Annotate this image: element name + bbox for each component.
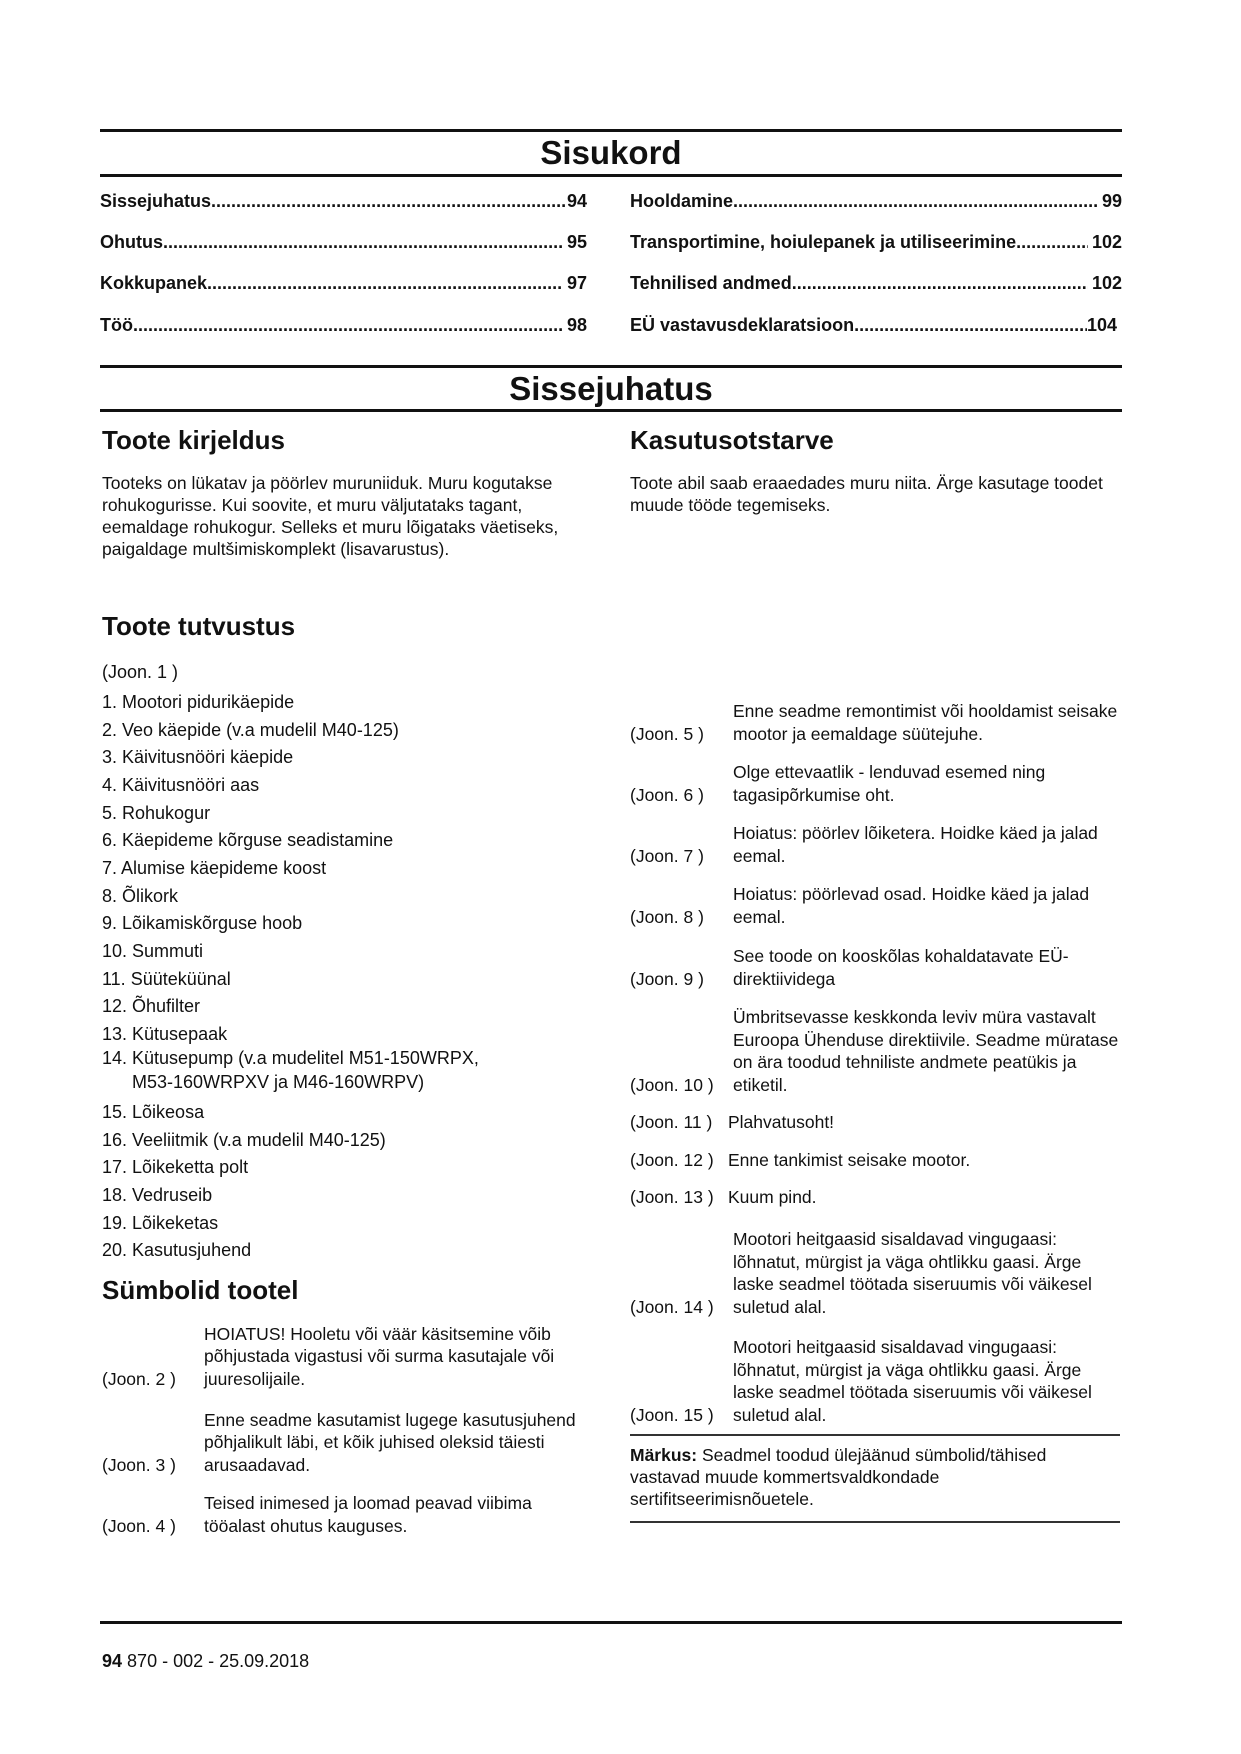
toc-entry-page: 97 (566, 273, 587, 293)
symbol-description: See toode on kooskõlas kohaldatavate EÜ-direktiividega (733, 946, 1069, 989)
figure-ref: (Joon. 10 ) (630, 1074, 714, 1095)
figure-ref: (Joon. 9 ) (630, 968, 704, 989)
figure-ref: (Joon. 14 ) (630, 1296, 714, 1317)
parts-list-item (102, 801, 210, 825)
symbol-row (630, 1186, 1120, 1209)
figure-ref: (Joon. 11 ) (630, 1111, 713, 1132)
symbol-description: Mootori heitgaasid sisaldavad vingugaasi: lõhnatut, mürgist ja väga ohtlikku gaasi. Ärge laske seadmel töötada siseruumis või väikesel suletud alal. (733, 1229, 1092, 1317)
parts-list-item-text: 11. Süüteküünal (102, 969, 231, 989)
parts-list-item-text: 3. Käivitusnööri käepide (102, 747, 294, 767)
toc-entry-hooldamine[interactable] (630, 190, 1122, 212)
parts-list-item (102, 967, 231, 991)
parts-list-item (102, 773, 259, 797)
symbol-description: HOIATUS! Hooletu või väär käsitsemine võib põhjustada vigastusi või surma kasutajale või juuresolijaile. (204, 1323, 555, 1389)
parts-list-item-text: 6. Käepideme kõrguse seadistamine (102, 830, 394, 850)
figure-ref: (Joon. 12 ) (630, 1149, 714, 1170)
toc-entry-page: 98 (566, 315, 587, 335)
product-overview-heading: Toote tutvustus (102, 611, 296, 641)
parts-list-item (102, 1183, 212, 1207)
symbol-description: Enne tankimist seisake mootor. (728, 1149, 971, 1170)
parts-list-item (102, 745, 293, 769)
parts-list-item-text: 4. Käivitusnööri aas (102, 775, 260, 795)
parts-list-item (102, 1128, 386, 1152)
parts-list-item-text: 16. Veeliitmik (v.a mudelil M40-125) (102, 1130, 386, 1150)
symbol-row (630, 883, 1120, 928)
toc-entry-page: 102 (1091, 232, 1122, 252)
toc-top-rule (100, 129, 1122, 132)
intro-bottom-rule (100, 409, 1122, 412)
parts-list-item-continuation: M53-160WRPXV ja M46-160WRPV) (132, 1072, 425, 1092)
parts-list-item-text: 8. Õlikork (102, 886, 179, 906)
toc-title: Sisukord (540, 134, 682, 171)
symbols-heading: Sümbolid tootel (102, 1275, 299, 1305)
figure-ref: (Joon. 6 ) (630, 784, 704, 805)
symbol-description: Enne seadme kasutamist lugege kasutusjuhend põhjalikult läbi, et kõik juhised oleksid täiesti arusaadavad. (204, 1409, 576, 1475)
parts-list-item (102, 718, 399, 742)
toc-entry-tehnilised-andmed[interactable] (630, 272, 1122, 294)
parts-list-item-text: 18. Vedruseib (102, 1185, 213, 1205)
toc-entry-label: Ohutus (100, 232, 163, 252)
intended-use-text: Toote abil saab eraaedades muru niita. Ärge kasutage toodet muude tööde tegemiseks. (630, 473, 1103, 515)
parts-list-item (102, 828, 393, 852)
intended-use-heading: Kasutusotstarve (630, 425, 834, 455)
toc-entry-page: 99 (1101, 191, 1122, 211)
parts-list-item-text: 5. Rohukogur (102, 803, 211, 823)
figure-ref: (Joon. 4 ) (102, 1515, 176, 1536)
figure-ref: (Joon. 3 ) (102, 1454, 176, 1475)
toc-entry-page: 95 (566, 232, 587, 252)
doc-info: 870 - 002 - 25.09.2018 (127, 1651, 310, 1671)
toc-entry-page: 102 (1091, 273, 1122, 293)
parts-list-item-text: 2. Veo käepide (v.a mudelil M40-125) (102, 720, 399, 740)
footer (102, 1650, 309, 1672)
symbol-description: Mootori heitgaasid sisaldavad vingugaasi: lõhnatut, mürgist ja väga ohtlikku gaasi. Ärge laske seadmel töötada siseruumis või väikesel suletud alal. (733, 1337, 1092, 1425)
symbol-row (630, 1111, 1120, 1134)
toc-entry-too[interactable] (100, 314, 587, 336)
parts-list-item-text: 13. Kütusepaak (102, 1024, 228, 1044)
toc-entry-label: EÜ vastavusdeklaratsioon (630, 315, 855, 335)
figure-ref: (Joon. 8 ) (630, 906, 704, 927)
parts-list-item-text: 20. Kasutusjuhend (102, 1240, 252, 1260)
parts-list-item (102, 1238, 251, 1262)
toc-entry-label: Hooldamine (630, 191, 734, 211)
symbol-description: Plahvatusoht! (728, 1111, 835, 1132)
parts-list-item (102, 884, 178, 908)
toc-entry-label: Tehnilised andmed (630, 273, 792, 293)
toc-entry-label: Töö (100, 315, 133, 335)
parts-list-item (102, 1046, 479, 1094)
symbol-row (630, 1006, 1120, 1096)
symbol-description: Olge ettevaatlik - lenduvad esemed ning tagasipõrkumise oht. (733, 762, 1046, 805)
parts-list-item (102, 939, 203, 963)
figure-ref: (Joon. 2 ) (102, 1368, 176, 1389)
toc-entry-page: 104 (1086, 315, 1117, 335)
figure-ref: (Joon. 5 ) (630, 723, 704, 744)
figure-ref: (Joon. 13 ) (630, 1186, 714, 1207)
page-number: 94 (102, 1651, 123, 1671)
symbol-row (630, 761, 1120, 806)
symbol-row (630, 822, 1120, 867)
parts-list-item-text: 19. Lõikeketas (102, 1213, 219, 1233)
footer-rule (100, 1621, 1122, 1624)
parts-list-item-text: 15. Lõikeosa (102, 1102, 205, 1122)
toc-entry-vastavusdeklaratsioon[interactable] (630, 314, 1117, 336)
note (630, 1444, 1120, 1510)
note-bottom-rule (630, 1521, 1120, 1523)
parts-list-item (102, 1155, 248, 1179)
symbol-row (630, 945, 1120, 990)
parts-list-item (102, 1100, 204, 1124)
figure-ref: (Joon. 7 ) (630, 845, 704, 866)
note-top-rule (630, 1434, 1120, 1436)
parts-list-item-text: 7. Alumise käepideme koost (102, 858, 327, 878)
note-label: Märkus: (630, 1445, 698, 1465)
figure-ref-1: (Joon. 1 ) (102, 662, 179, 682)
toc-entry-transportimine[interactable] (630, 231, 1122, 253)
toc-entry-label: Transportimine, hoiulepanek ja utiliseerimine (630, 232, 1017, 252)
product-description-heading: Toote kirjeldus (102, 425, 285, 455)
figure-ref: (Joon. 15 ) (630, 1404, 714, 1425)
toc-entry-label: Sissejuhatus (100, 191, 212, 211)
parts-list-item (102, 690, 294, 714)
parts-list-item (102, 911, 302, 935)
toc-entry-ohutus[interactable] (100, 231, 587, 253)
symbol-row (102, 1492, 584, 1537)
symbol-row (630, 700, 1120, 745)
symbol-row (102, 1409, 584, 1477)
symbol-description: Enne seadme remontimist või hooldamist seisake mootor ja eemaldage süütejuhe. (733, 701, 1118, 744)
symbol-row (102, 1323, 584, 1391)
symbol-description: Kuum pind. (728, 1186, 817, 1207)
parts-list-item-text: 9. Lõikamiskõrguse hoob (102, 913, 303, 933)
intro-title: Sissejuhatus (509, 370, 713, 407)
parts-list-item (102, 1211, 218, 1235)
symbol-row (630, 1228, 1120, 1318)
symbol-row (630, 1149, 1120, 1172)
intro-top-rule (100, 365, 1122, 368)
symbol-description: Hoiatus: pöörlevad osad. Hoidke käed ja jalad eemal. (733, 884, 1090, 927)
symbol-description: Hoiatus: pöörlev lõiketera. Hoidke käed ja jalad eemal. (733, 823, 1098, 866)
symbol-row (630, 1336, 1120, 1426)
product-description-text: Tooteks on lükatav ja pöörlev muruniiduk. Muru kogutakse rohukogurisse. Kui soovite, et muru väljutataks tagant, eemaldage rohukogur. Selleks et muru lõigataks väetiseks, paigaldage multšimiskomplekt (lisavarustus). (102, 473, 559, 559)
parts-list-item (102, 856, 326, 880)
symbol-description: Teised inimesed ja loomad peavad viibima tööalast ohutus kauguses. (204, 1493, 532, 1536)
toc-entry-page: 94 (566, 191, 587, 211)
parts-list-item (102, 1022, 227, 1046)
note-text: Seadmel toodud ülejäänud sümbolid/tähised vastavad muude kommertsvaldkondade sertifitseerimisnõuetele. (630, 1445, 1047, 1509)
toc-entry-sissejuhatus[interactable] (100, 190, 587, 212)
parts-list-item-text: 12. Õhufilter (102, 996, 201, 1016)
toc-entry-label: Kokkupanek (100, 273, 208, 293)
parts-list-item-text: 17. Lõikeketta polt (102, 1157, 249, 1177)
parts-list-item-text: 10. Summuti (102, 941, 204, 961)
parts-list-item-text: 14. Kütusepump (v.a mudelitel M51-150WRPX, (102, 1048, 479, 1068)
parts-list-item-text: 1. Mootori pidurikäepide (102, 692, 295, 712)
symbol-description: Ümbritsevasse keskkonda leviv müra vastavalt Euroopa Ühenduse direktiivile. Seadme müratase on ära toodud tehniliste andmete peatükis ja etiketil. (733, 1007, 1119, 1095)
toc-entry-kokkupanek[interactable] (100, 272, 587, 294)
parts-list-item (102, 994, 200, 1018)
toc-bottom-rule (100, 174, 1122, 177)
